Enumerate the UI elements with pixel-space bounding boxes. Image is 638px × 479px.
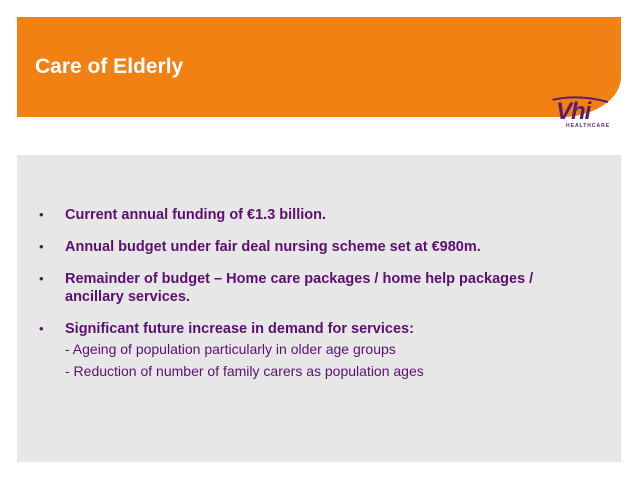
vhi-logo (548, 96, 612, 132)
sub-bullet-line: - Reduction of number of family carers as population ages (65, 363, 424, 379)
bullet-text: Annual budget under fair deal nursing scheme set at €980m. (65, 239, 481, 255)
bullet-text: Current annual funding of €1.3 billion. (65, 207, 326, 223)
bullet-item (35, 320, 595, 382)
slide-title: Care of Elderly (35, 55, 184, 78)
bullet-item (35, 206, 595, 224)
bullet-dot-icon: • (39, 239, 44, 254)
bullet-dot-icon: • (39, 321, 44, 336)
bullet-list (35, 206, 595, 396)
bullet-text: Remainder of budget – Home care packages / home help packages / ancillary services. (65, 271, 534, 305)
logo-text: Vhi (556, 98, 591, 125)
bullet-dot-icon: • (39, 207, 44, 222)
bullet-item (35, 270, 595, 306)
bullet-dot-icon: • (39, 271, 44, 286)
bullet-text: Significant future increase in demand for services: (65, 321, 414, 337)
logo-subtext: HEALTHCARE (566, 123, 611, 129)
bullet-item (35, 238, 595, 256)
sub-bullet-line: - Ageing of population particularly in older age groups (65, 341, 396, 357)
